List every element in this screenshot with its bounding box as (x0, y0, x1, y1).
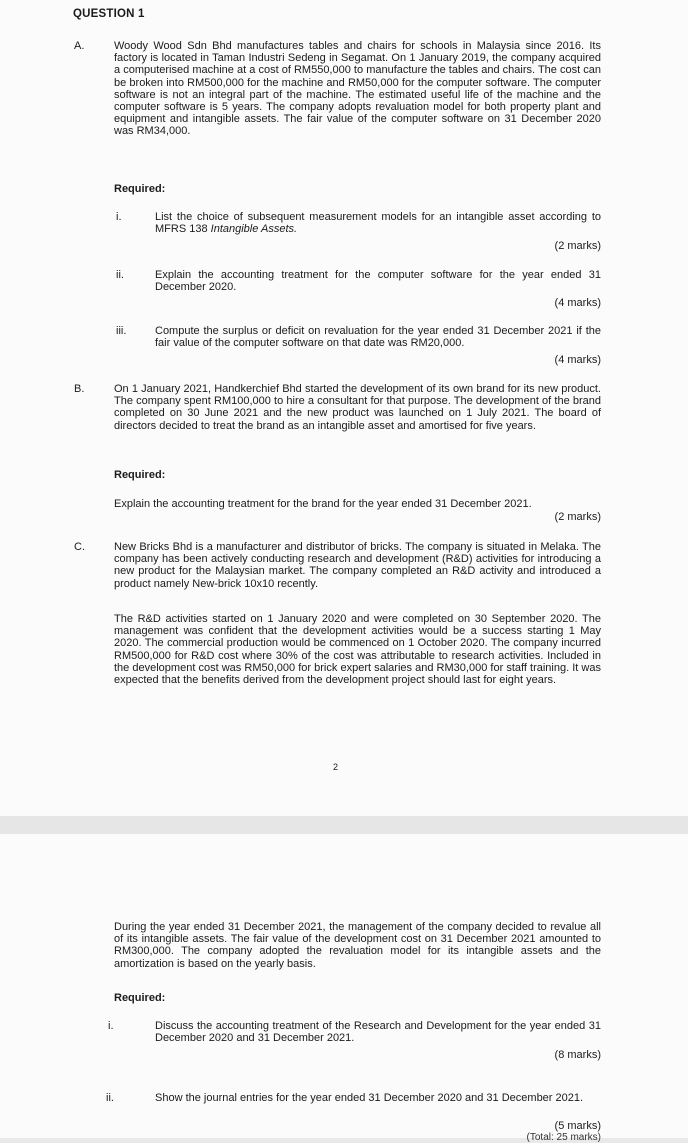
page-2-item-2-marks: (5 marks) (554, 1120, 601, 1132)
page-2-item-1-text: Discuss the accounting treatment of the Research and Development for the year ended 31 December 2020 and 31 December 2021. (155, 1020, 601, 1045)
question-title: QUESTION 1 (73, 8, 145, 20)
page-2-item-2-num: ii. (106, 1092, 114, 1104)
page-separator (0, 816, 688, 834)
part-b-task: Explain the accounting treatment for the brand for the year ended 31 December 2021. (114, 498, 532, 510)
part-a-item-1-text: List the choice of subsequent measurement models for an intangible asset according to MFRS 138 Intangible Assets. (155, 211, 601, 236)
page-2-item-2-text: Show the journal entries for the year ended 31 December 2020 and 31 December 2021. (155, 1092, 584, 1104)
part-c-para-1: New Bricks Bhd is a manufacturer and distributor of bricks. The company is situated in Melaka. The company has been actively conducting research and development (R&D) activities for introducing a new product for the Malaysian market. The company completed an R&D activity and introduced a product namely New-brick 10x10 recently. (114, 541, 601, 590)
part-b-marks: (2 marks) (554, 511, 601, 523)
page-2-required: Required: (114, 992, 166, 1004)
total-marks: (Total: 25 marks) (526, 1132, 601, 1143)
part-c-para-2: The R&D activities started on 1 January 2020 and were completed on 30 September 2020. The management was confident that the development activities would be a success starting 1 May 2020. The commercial production would be commenced on 1 October 2020. The company incurred RM500,000 for R&D cost where 30% of the cost was attributable to research activities. Included in the development cost was RM50,000 for brick expert salaries and RM30,000 for staff training. It was expected that the benefits derived from the development project should last for eight years. (114, 613, 601, 687)
document-page-2 (0, 834, 688, 1143)
part-a-item-3-text: Compute the surplus or deficit on revaluation for the year ended 31 December 2021 if the fair value of the computer software on that date was RM20,000. (155, 325, 601, 350)
page-2-item-1-num: i. (108, 1020, 114, 1032)
part-a-item-2-text: Explain the accounting treatment for the computer software for the year ended 31 December 2020. (155, 269, 601, 294)
part-b-label: B. (74, 383, 85, 395)
part-b-required: Required: (114, 469, 166, 481)
page-number: 2 (333, 762, 339, 772)
page-2-paragraph: During the year ended 31 December 2021, the management of the company decided to revalue all of its intangible assets. The fair value of the development cost on 31 December 2021 amounted to RM300,000. The company adopted the revaluation model for its intangible assets and the amortization is based on the yearly basis. (114, 921, 601, 970)
part-b-text: On 1 January 2021, Handkerchief Bhd started the development of its own brand for its new product. The company spent RM100,000 to hire a consultant for that purpose. The development of the brand completed on 30 June 2021 and the new product was launched on 1 July 2021. The board of directors decided to treat the brand as an intangible asset and amortised for five years. (114, 383, 601, 432)
part-c-label: C. (74, 541, 85, 553)
part-a-item-3-num: iii. (116, 325, 127, 337)
part-a-item-2-marks: (4 marks) (554, 297, 601, 309)
page-2-item-1-marks: (8 marks) (554, 1049, 601, 1061)
part-a-item-3-marks: (4 marks) (554, 354, 601, 366)
part-a-text: Woody Wood Sdn Bhd manufactures tables and chairs for schools in Malaysia since 2016. Its factory is located in Taman Industri Sedeng in Segamat. On 1 January 2019, the company acquired a computerised machine at a cost of RM550,000 to manufacture the tables and chairs. The cost can be broken into RM500,000 for the machine and RM50,000 for the computer software. The computer software is not an integral part of the machine. The estimated useful life of the machine and the computer software is 5 years. The company adopts revaluation model for both property plant and equipment and intangible assets. The fair value of the computer software on 31 December 2020 was RM34,000. (114, 40, 601, 138)
part-a-required: Required: (114, 183, 166, 195)
part-a-label: A. (74, 40, 85, 52)
part-a-item-2-num: ii. (116, 269, 124, 281)
part-a-item-1-marks: (2 marks) (554, 240, 601, 252)
part-a-item-1-num: i. (116, 211, 122, 223)
